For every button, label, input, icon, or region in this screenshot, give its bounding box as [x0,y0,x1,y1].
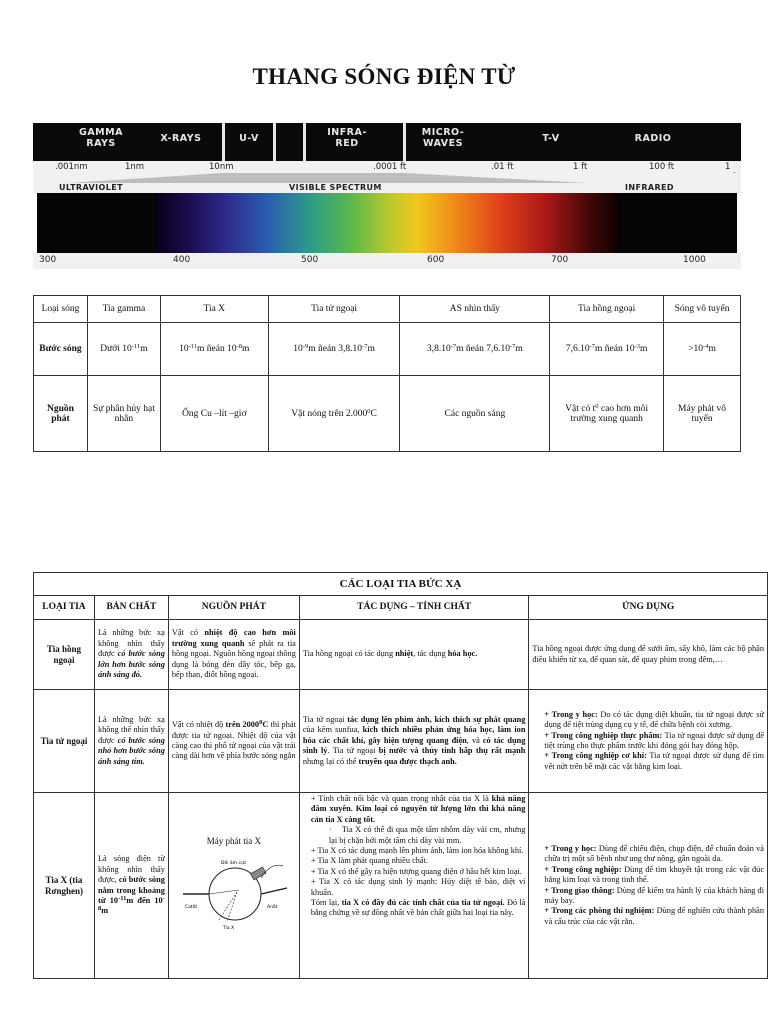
scale-label: 100 ft [649,162,675,172]
scale-label: 10nm [209,162,234,172]
header-cell: BẢN CHẤT [94,596,168,620]
header-cell: LOẠI TIA [34,596,95,620]
visible-spectrum-gradient [157,193,621,255]
nm-label: 700 [551,255,569,265]
usage-cell: Tia hồng ngoại được ứng dụng để sưởi ấm, sấy khô, làm các bộ phận điều khiển từ xa, để quan sát, để quay phim trong đêm,… [529,620,768,690]
spectrum-band-bar [33,123,741,161]
xray-tube-caption: Máy phát tia X [206,835,261,846]
source-cell: Vật có nhiệt độ trên 2000$^0$C thì phát được tia tử ngoại. Nhiệt độ của vật càng cao thì phổ tử ngoại của vật trải càng dài hơn về phía bước sóng ngắn [168,690,299,793]
table-cell: Vật có $t^0$ cao hơn môi trường xung quanh [550,376,664,452]
header-cell: Tia tử ngoại [268,296,400,323]
tube-label: Tia X [222,926,234,931]
region-labels [33,183,741,193]
header-cell: Tia hồng ngoại [550,296,664,323]
table-cell: Dưới $10^{-11}m$ [87,323,160,376]
table-header-row [34,296,741,323]
tube-label: Catôt [184,905,198,910]
table-cell: Vật nóng trên 2.000$^0$C [268,376,400,452]
band-label-gamma: GAMMA RAYS [79,127,123,149]
table-row [34,793,768,979]
row-name: Tia hồng ngoại [34,620,95,690]
row-label: Bước sóng [34,323,88,376]
tube-label: Đối âm cực [220,861,247,866]
page-title: THANG SÓNG ĐIỆN TỪ [252,64,516,89]
row-label: Nguồn phát [34,376,88,452]
band-divider [273,123,276,161]
effect-cell: Tia hồng ngoại có tác dụng nhiệt, tác dụng hóa học. [299,620,529,690]
band-label-tv: T-V [542,133,560,144]
table-caption-row [34,573,768,596]
band-label-microwaves: MICRO- WAVES [421,127,465,149]
header-cell: Loại sóng [34,296,88,323]
nm-label: 1000 [683,255,706,265]
table-row [34,376,741,452]
table-cell: Ống Cu –lít –giơ [160,376,268,452]
band-divider [403,123,406,161]
header-cell: ỨNG DỤNG [529,596,768,620]
header-cell: Tia X [160,296,268,323]
wave-scale-table [33,295,741,452]
table-caption: CÁC LOẠI TIA BỨC XẠ [34,573,768,596]
table-cell: $10^{-9}m$ ñeán $3,8.10^{-7}m$ [268,323,400,376]
band-label-infrared: INFRA- RED [327,127,367,149]
table-cell: Máy phát vô tuyến [664,376,741,452]
usage-cell: + Trong y học: Dùng để chiếu điện, chụp điện, để chuẩn đoán và chữa trị một số bệnh như ung thư nông, gần ngoài da. + Trong công nghiệp: Dùng để tìm khuyết tật trong các vật đúc bằng kim loại và trong tinh thể. + Trong giao thông: Dùng để kiểm tra hành lý của khách hàng đi máy bay. + Trong các phòng thí nghiệm: Dùng để nghiên cứu thành phần và cấu trúc của các vật rắn. [529,793,768,979]
spectrum-figure [33,123,741,295]
scale-label: .01 ft [491,162,514,172]
nm-label: 600 [427,255,445,265]
nm-label: 500 [301,255,319,265]
xray-tube-diagram [175,852,293,932]
source-cell [168,793,299,979]
scale-label: 1 [725,162,731,172]
nature-cell: Là những bức xạ không nhìn thấy được có bước sóng lớn hơn bước sóng ánh sáng đỏ. [94,620,168,690]
band-label-radio: RADIO [634,133,672,144]
tube-label: Anôt [266,905,278,910]
header-cell: Tia gamma [87,296,160,323]
nature-cell: Là sóng điện từ không nhìn thấy được, có bước sóng nằm trong khoảng từ $10^{-11}m$ đến $10^{-8}m$ [94,793,168,979]
header-cell: Sóng vô tuyến [664,296,741,323]
scale-label: .0001 ft [373,162,407,172]
ultraviolet-block [37,193,157,255]
table-row [34,323,741,376]
row-name: Tia X (tia Rơnghen) [34,793,95,979]
table-cell: $3,8.10^{-7}m$ ñeán $7,6.10^{-7}m$ [400,323,550,376]
region-label-infrared: INFRARED [625,183,674,192]
scale-label: 1nm [125,162,145,172]
table-header-row [34,596,768,620]
table-cell: Sự phân hủy hạt nhân [87,376,160,452]
source-cell: Vật có nhiệt độ cao hơn môi trường xung quanh sẽ phát ra tia hồng ngoại. Nguồn hồng ngoại thông dụng là bóng đèn dây tóc, bếp ga, bếp than, điốt hồng ngoại. [168,620,299,690]
table-row [34,690,768,793]
header-cell: TÁC DỤNG – TÍNH CHẤT [299,596,529,620]
table-cell: $10^{-11}m$ ñeán $10^{-8}m$ [160,323,268,376]
scale-label: 1 ft [573,162,588,172]
scale-label: .001nm [55,162,88,172]
nature-cell: Là những bức xạ không thể nhìn thấy được có bước sóng nhỏ hơn bước sóng ánh sáng tím. [94,690,168,793]
row-name: Tia tử ngoại [34,690,95,793]
nm-label: 400 [173,255,191,265]
radiation-types-table [33,572,768,979]
header-cell: AS nhìn thấy [400,296,550,323]
nm-label: 300 [39,255,57,265]
table-cell: $7,6.10^{-7}m$ ñeán $10^{-3}m$ [550,323,664,376]
infrared-block [621,193,737,255]
table-cell: Các nguồn sáng [400,376,550,452]
effect-cell: Tia tử ngoại tác dụng lên phim ảnh, kích thích sự phát quang của kẽm sunfua, kích thích nhiều phản ứng hóa học, làm ion hóa các chất khí, gây hiện tượng quang điện, và có tác dụng sinh lý. Tia tử ngoại bị nước và thủy tinh hấp thụ rất mạnh nhưng lại có thể truyền qua được thạch anh. [299,690,529,793]
header-cell: NGUỒN PHÁT [168,596,299,620]
usage-cell: + Trong y học: Do có tác dụng diệt khuẩn, tia tử ngoại được sử dụng để tiệt trùng dụng cụ y tế, để chữa bệnh còi xương. + Trong công nghiệp thực phẩm: Tia tử ngoại được sử dụng để tiệt trùng cho thực phẩm trước khi đóng gói hay đóng hộp. + Trong công nghiệp cơ khí: Tia tử ngoại được sử dụng để tìm vết nứt trên bề mặt các vật bằng kim loại. [529,690,768,793]
band-label-uv: U-V [239,133,259,144]
band-divider [303,123,306,161]
region-label-visible: VISIBLE SPECTRUM [289,183,382,192]
region-label-ultraviolet: ULTRAVIOLET [59,183,123,192]
table-cell: $>10^{-4}m$ [664,323,741,376]
band-label-xrays: X-RAYS [160,133,202,144]
table-row [34,620,768,690]
nanometer-scale [33,253,741,269]
effect-cell: + Tính chất nổi bậc và quan trọng nhất của tia X là khả năng đâm xuyên. Kim loại có nguyên tử lượng lớn thì khả năng cản tia X càng tốt. · Tia X có thể đi qua một tấm nhôm dày vài cm, nhưng lại bị chặn bởi một tấm chì dày vài mm. + Tia X có tác dụng mạnh lên phim ảnh, làm ion hóa không khí. + Tia X làm phát quang nhiều chất. + Tia X có thể gây ra hiện tượng quang điện ở hầu hết kim loại. + Tia X có tác dụng sinh lý mạnh: Hủy diệt tế bào, diệt vi khuẩn. Tóm lại, tia X có đầy đủ các tính chất của tia tử ngoại. Đó là bằng chứng về sự đồng nhất về bản chất giữa hai loại tia này. [299,793,529,979]
